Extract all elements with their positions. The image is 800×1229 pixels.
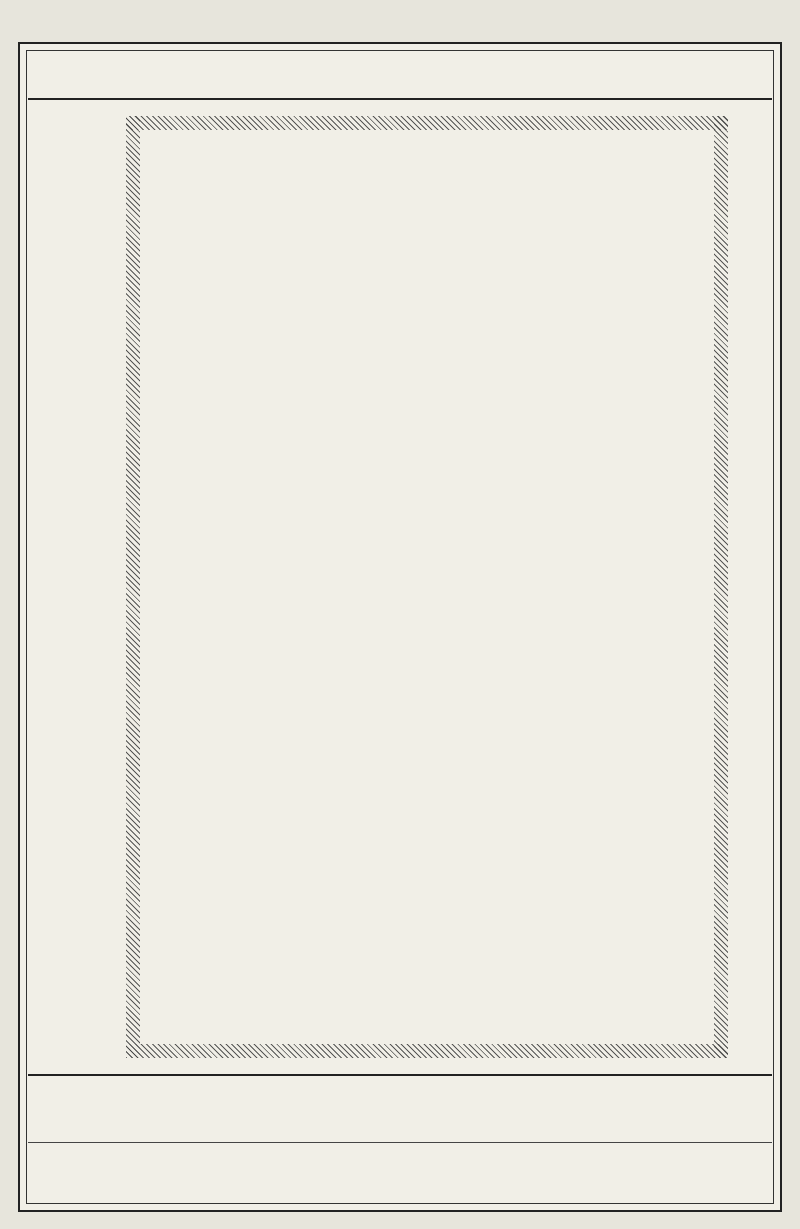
advertisement-rule [28,1074,772,1076]
decorative-border-bottom [126,1044,728,1058]
decorative-border-top [126,116,728,130]
decorative-border-right [714,116,728,1058]
newspaper-page [18,42,782,1212]
header-band [28,52,772,100]
decorative-border-left [126,116,140,1058]
advertisement-divider [28,1142,772,1143]
